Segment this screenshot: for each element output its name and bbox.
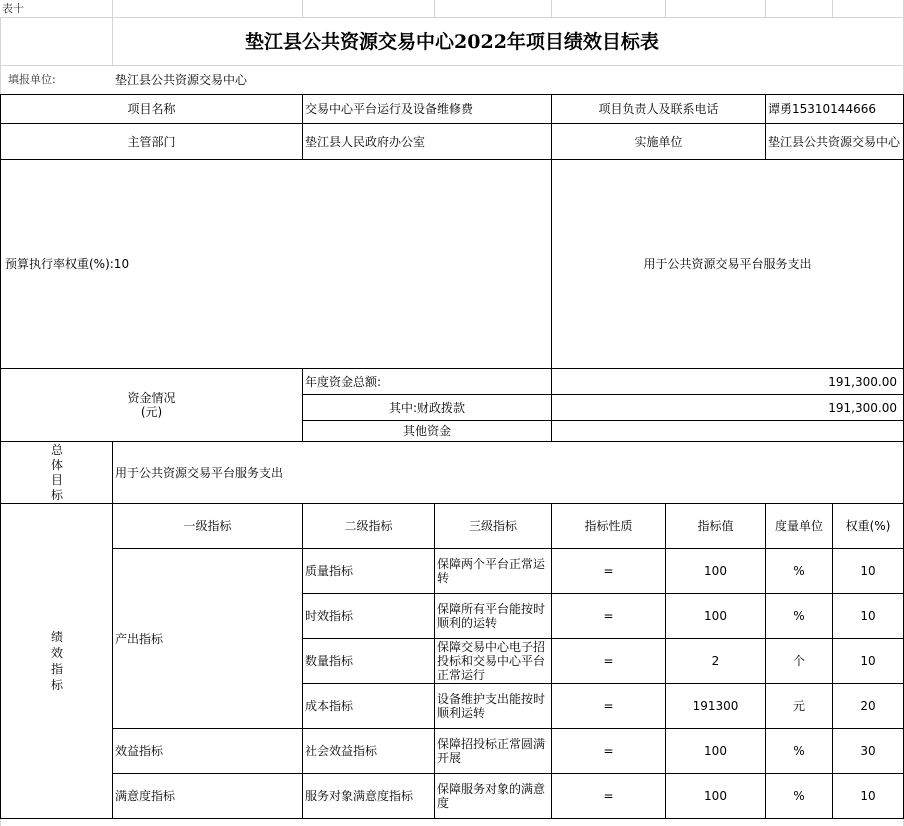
row-value: 2 bbox=[711, 654, 720, 668]
row-level2: 时效指标 bbox=[305, 609, 354, 623]
row-nature: = bbox=[603, 564, 614, 578]
header-value: 指标值 bbox=[697, 519, 734, 533]
project-name-value: 交易中心平台运行及设备维修费 bbox=[305, 102, 474, 116]
row-level3: 保障两个平台正常运转 bbox=[437, 557, 546, 585]
row-weight: 10 bbox=[860, 789, 876, 803]
funds-unit: (元) bbox=[140, 405, 163, 419]
funds-label-cell bbox=[1, 369, 302, 441]
row-weight: 10 bbox=[860, 609, 876, 623]
filing-unit-value: 垫江县公共资源交易中心 bbox=[115, 73, 248, 87]
header-unit: 度量单位 bbox=[774, 519, 823, 533]
row-unit: % bbox=[793, 789, 805, 803]
row-level3: 设备维护支出能按时顺利运转 bbox=[437, 692, 546, 720]
overall-goal-text: 用于公共资源交易平台服务支出 bbox=[115, 465, 284, 480]
row-unit: 元 bbox=[792, 699, 805, 713]
group-benefit: 效益指标 bbox=[115, 744, 164, 758]
row-nature: = bbox=[603, 789, 614, 803]
row-nature: = bbox=[603, 654, 614, 668]
impl-unit-label: 实施单位 bbox=[634, 134, 683, 149]
row-nature: = bbox=[603, 744, 614, 758]
other-funds-label: 其他资金 bbox=[402, 424, 451, 438]
header-weight: 权重(%) bbox=[845, 519, 891, 533]
row-value: 191300 bbox=[692, 699, 739, 713]
budget-rate-weight: 预算执行率权重(%):10 bbox=[5, 257, 130, 271]
header-level1: 一级指标 bbox=[183, 519, 232, 533]
row-nature: = bbox=[603, 699, 614, 713]
overall-goal-label: 总体目标 bbox=[50, 442, 63, 502]
row-level2: 成本指标 bbox=[305, 699, 354, 713]
header-level3: 三级指标 bbox=[468, 519, 517, 533]
row-weight: 20 bbox=[860, 699, 876, 713]
row-value: 100 bbox=[704, 609, 727, 623]
funds-label: 资金情况 bbox=[127, 391, 176, 405]
annual-total-label: 年度资金总额: bbox=[305, 374, 382, 389]
row-unit: % bbox=[793, 744, 805, 758]
page-title: 垫江县公共资源交易中心2022年项目绩效目标表 bbox=[245, 30, 659, 53]
dept-label: 主管部门 bbox=[127, 134, 176, 149]
row-level3: 保障所有平台能按时顺利的运转 bbox=[437, 602, 546, 630]
row-level2: 质量指标 bbox=[305, 564, 354, 578]
fiscal-allocation-value: 191,300.00 bbox=[828, 400, 897, 415]
sheet-corner-label: 表十 bbox=[2, 1, 24, 15]
row-level2: 社会效益指标 bbox=[305, 744, 378, 758]
row-value: 100 bbox=[704, 564, 727, 578]
row-value: 100 bbox=[704, 744, 727, 758]
project-purpose: 用于公共资源交易平台服务支出 bbox=[643, 257, 812, 271]
dept-value: 垫江县人民政府办公室 bbox=[305, 134, 426, 149]
other-funds-value bbox=[552, 421, 903, 441]
row-weight: 10 bbox=[860, 654, 876, 668]
row-level3: 保障招投标正常圆满开展 bbox=[437, 737, 546, 765]
header-level2: 二级指标 bbox=[344, 519, 393, 533]
impl-unit-value: 垫江县公共资源交易中心 bbox=[768, 134, 901, 149]
row-level2: 服务对象满意度指标 bbox=[305, 789, 414, 803]
row-level3: 保障交易中心电子招投标和交易中心平台正常运行 bbox=[437, 640, 546, 682]
annual-total-value: 191,300.00 bbox=[828, 374, 897, 389]
row-unit: % bbox=[793, 609, 805, 623]
performance-label: 绩效指标 bbox=[50, 630, 63, 692]
header-nature: 指标性质 bbox=[584, 519, 633, 533]
row-value: 100 bbox=[704, 789, 727, 803]
performance-label-cell bbox=[50, 504, 64, 818]
filing-unit-label: 填报单位: bbox=[8, 73, 56, 86]
contact-value: 谭勇15310144666 bbox=[768, 102, 876, 116]
row-unit: 个 bbox=[792, 654, 805, 668]
overall-goal-label-cell bbox=[50, 442, 64, 503]
row-weight: 30 bbox=[860, 744, 876, 758]
group-satisfaction: 满意度指标 bbox=[115, 789, 176, 803]
row-level3: 保障服务对象的满意度 bbox=[437, 782, 546, 810]
row-unit: % bbox=[793, 564, 805, 578]
fiscal-allocation-label: 其中:财政拨款 bbox=[388, 400, 466, 415]
group-output: 产出指标 bbox=[115, 631, 164, 646]
row-nature: = bbox=[603, 609, 614, 623]
row-level2: 数量指标 bbox=[305, 654, 354, 668]
row-weight: 10 bbox=[860, 564, 876, 578]
project-name-label: 项目名称 bbox=[127, 102, 176, 116]
contact-label: 项目负责人及联系电话 bbox=[598, 102, 719, 116]
